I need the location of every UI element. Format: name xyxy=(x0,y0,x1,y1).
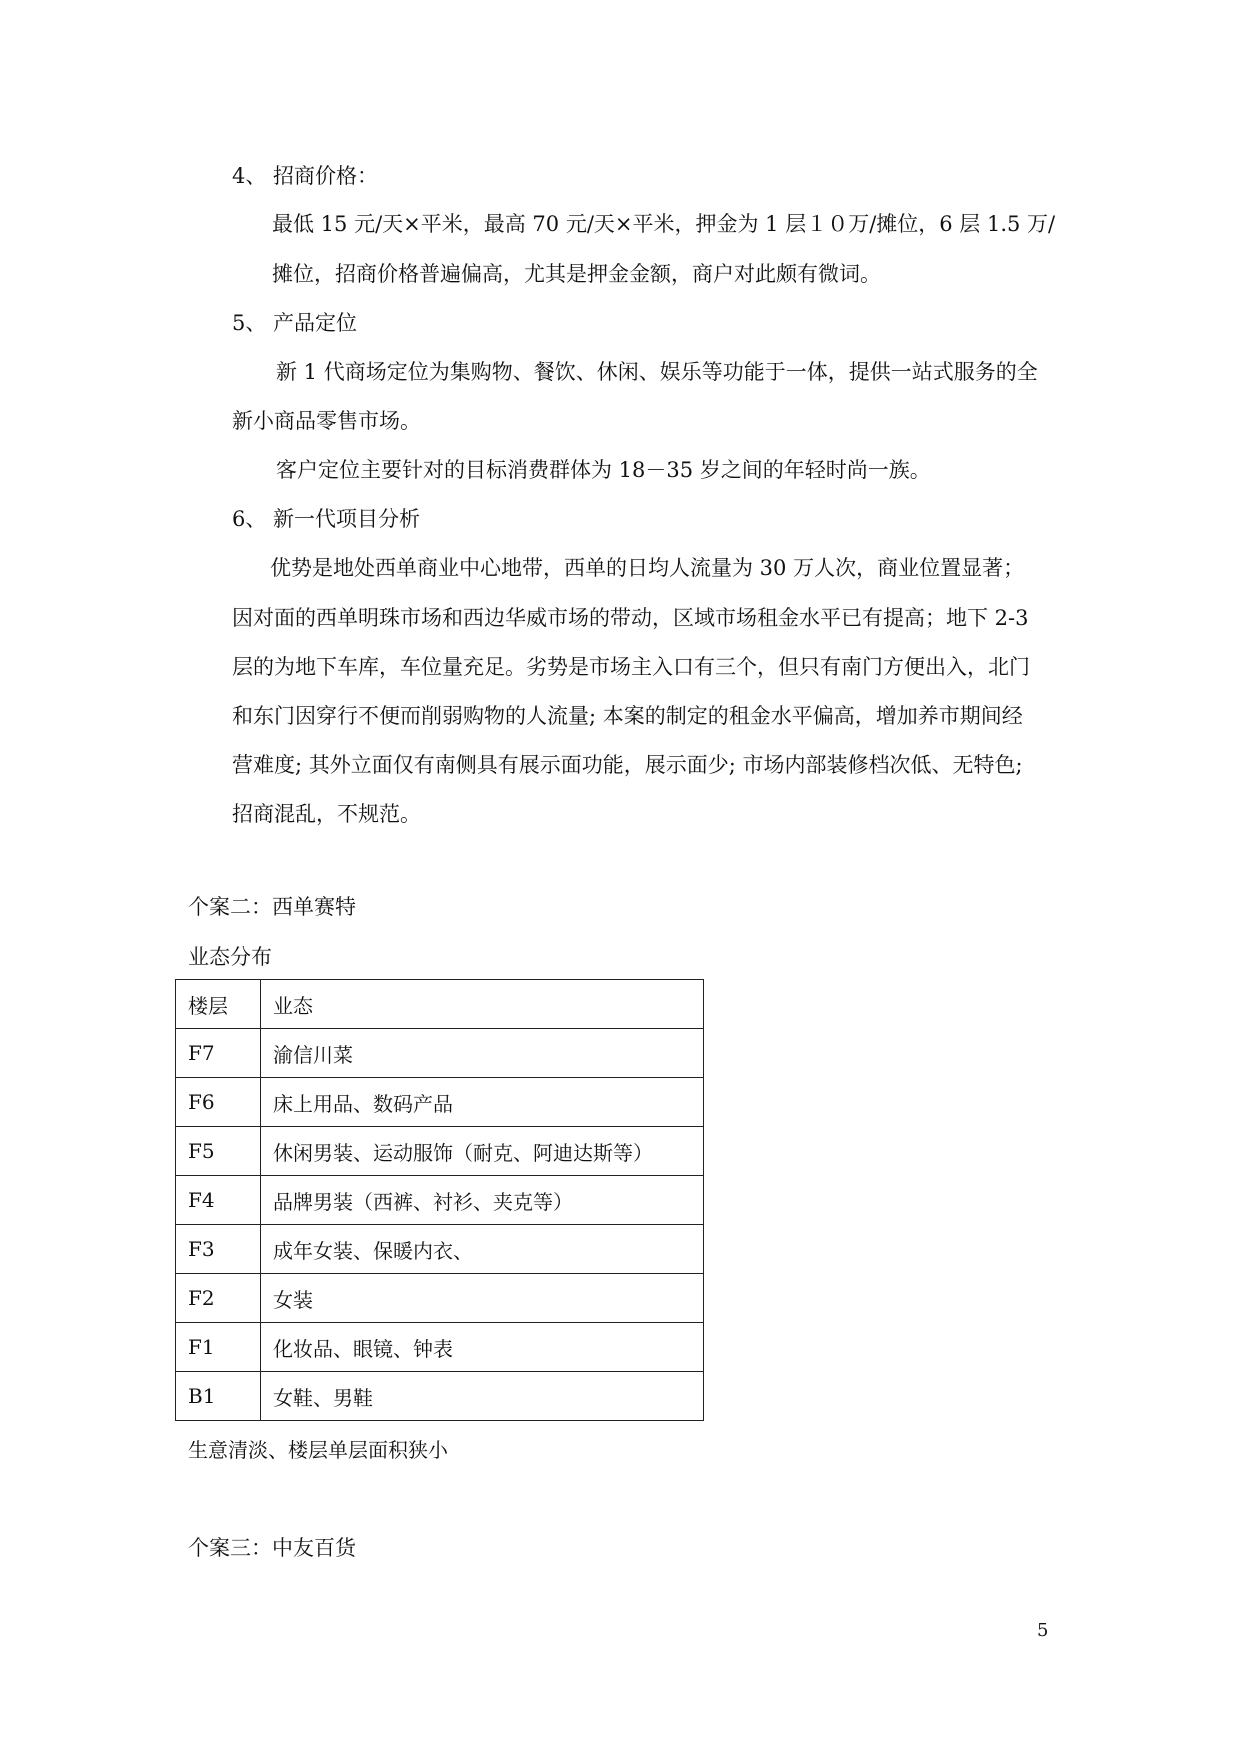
section-5-heading: 5、 产品定位 xyxy=(232,311,358,335)
table-row xyxy=(176,1274,704,1323)
section-4-heading: 4、 招商价格： xyxy=(232,164,379,188)
paragraph-line: 客户定位主要针对的目标消费群体为 18－35 岁之间的年轻时尚一族。 xyxy=(276,458,931,482)
table-row xyxy=(176,1372,704,1421)
table-row xyxy=(176,1078,704,1127)
case-2-subtitle: 业态分布 xyxy=(188,945,272,969)
paragraph-line: 和东门因穿行不便而削弱购物的人流量; 本案的制定的租金水平偏高，增加养市期间经 xyxy=(232,704,1023,728)
table-cell-business: 成年女装、保暖内衣、 xyxy=(261,1225,704,1274)
table-cell-floor: F4 xyxy=(176,1176,261,1225)
table-cell-floor: F5 xyxy=(176,1127,261,1176)
case-3-title: 个案三：中友百货 xyxy=(188,1536,356,1560)
paragraph-line: 摊位，招商价格普遍偏高，尤其是押金金额，商户对此颇有微词。 xyxy=(272,262,881,286)
paragraph-line: 招商混乱，不规范。 xyxy=(232,802,421,826)
case-2-title: 个案二：西单赛特 xyxy=(188,895,356,919)
paragraph-line: 因对面的西单明珠市场和西边华威市场的带动，区域市场租金水平已有提高；地下 2-3 xyxy=(232,606,1029,630)
case-2-note: 生意清淡、楼层单层面积狭小 xyxy=(188,1438,448,1462)
table-cell-business: 品牌男装（西裤、衬衫、夹克等） xyxy=(261,1176,704,1225)
table-cell-business: 化妆品、眼镜、钟表 xyxy=(261,1323,704,1372)
section-6-heading: 6、 新一代项目分析 xyxy=(232,507,421,531)
table-cell-business: 渝信川菜 xyxy=(261,1029,704,1078)
table-cell-floor: F2 xyxy=(176,1274,261,1323)
table-row xyxy=(176,1225,704,1274)
table-row xyxy=(176,1127,704,1176)
table-cell-floor: F6 xyxy=(176,1078,261,1127)
table-header-cell: 业态 xyxy=(261,980,704,1029)
table-row xyxy=(176,1323,704,1372)
table-header-cell: 楼层 xyxy=(176,980,261,1029)
table-cell-floor: F1 xyxy=(176,1323,261,1372)
paragraph-line: 新小商品零售市场。 xyxy=(232,409,421,433)
page-number: 5 xyxy=(1037,1620,1049,1641)
table-header-row xyxy=(176,980,704,1029)
table-cell-floor: F3 xyxy=(176,1225,261,1274)
table-cell-floor: F7 xyxy=(176,1029,261,1078)
paragraph-line: 最低 15 元/天×平米，最高 70 元/天×平米，押金为 1 层１０万/摊位，6 层 1.5 万/ xyxy=(272,212,1056,236)
paragraph-line: 新 1 代商场定位为集购物、餐饮、休闲、娱乐等功能于一体，提供一站式服务的全 xyxy=(276,360,1038,384)
table-cell-business: 女装 xyxy=(261,1274,704,1323)
table-cell-floor: B1 xyxy=(176,1372,261,1421)
paragraph-line: 优势是地处西单商业中心地带，西单的日均人流量为 30 万人次，商业位置显著； xyxy=(270,556,1025,580)
table-row xyxy=(176,1176,704,1225)
paragraph-line: 营难度; 其外立面仅有南侧具有展示面功能，展示面少; 市场内部装修档次低、无特色; xyxy=(232,753,1023,777)
table-cell-business: 女鞋、男鞋 xyxy=(261,1372,704,1421)
table-row xyxy=(176,1029,704,1078)
table-cell-business: 休闲男装、运动服饰（耐克、阿迪达斯等） xyxy=(261,1127,704,1176)
table-cell-business: 床上用品、数码产品 xyxy=(261,1078,704,1127)
business-distribution-table xyxy=(175,979,704,1421)
paragraph-line: 层的为地下车库，车位量充足。劣势是市场主入口有三个，但只有南门方便出入，北门 xyxy=(232,655,1030,679)
